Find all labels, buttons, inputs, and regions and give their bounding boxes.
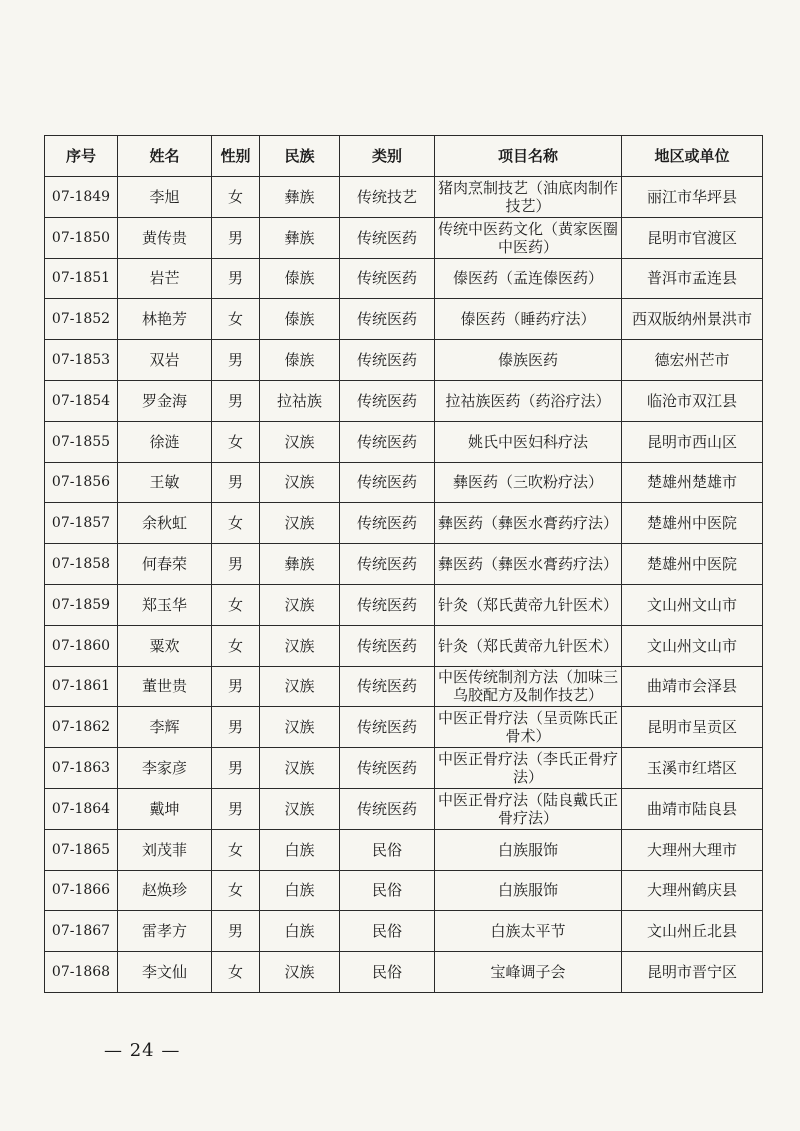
cell-region: 楚雄州中医院 xyxy=(622,503,763,544)
cell-gender: 女 xyxy=(212,829,260,870)
cell-region: 楚雄州中医院 xyxy=(622,544,763,585)
cell-serial: 07-1868 xyxy=(45,952,118,993)
table-row xyxy=(45,503,763,544)
cell-region: 文山州丘北县 xyxy=(622,911,763,952)
table-row xyxy=(45,462,763,503)
cell-category: 传统医药 xyxy=(340,340,435,381)
cell-project: 拉祜族医药（药浴疗法） xyxy=(435,380,622,421)
cell-name: 李文仙 xyxy=(118,952,212,993)
cell-region: 楚雄州楚雄市 xyxy=(622,462,763,503)
table-row xyxy=(45,829,763,870)
cell-category: 传统医药 xyxy=(340,380,435,421)
cell-name: 黄传贵 xyxy=(118,217,212,258)
cell-project: 针灸（郑氏黄帝九针医术） xyxy=(435,625,622,666)
cell-name: 林艳芳 xyxy=(118,299,212,340)
cell-project: 傣族医药 xyxy=(435,340,622,381)
cell-gender: 女 xyxy=(212,299,260,340)
header-ethnicity: 民族 xyxy=(260,136,340,177)
cell-serial: 07-1851 xyxy=(45,258,118,299)
cell-category: 传统医药 xyxy=(340,421,435,462)
cell-ethnicity: 傣族 xyxy=(260,299,340,340)
header-project: 项目名称 xyxy=(435,136,622,177)
cell-ethnicity: 汉族 xyxy=(260,707,340,748)
cell-project: 白族服饰 xyxy=(435,829,622,870)
cell-project: 彝医药（彝医水膏药疗法） xyxy=(435,503,622,544)
cell-project: 傣医药（睡药疗法） xyxy=(435,299,622,340)
cell-serial: 07-1850 xyxy=(45,217,118,258)
cell-name: 郑玉华 xyxy=(118,584,212,625)
cell-name: 岩芒 xyxy=(118,258,212,299)
cell-name: 李家彦 xyxy=(118,748,212,789)
cell-gender: 女 xyxy=(212,625,260,666)
cell-name: 李辉 xyxy=(118,707,212,748)
cell-serial: 07-1861 xyxy=(45,666,118,707)
cell-name: 李旭 xyxy=(118,177,212,218)
cell-region: 大理州大理市 xyxy=(622,829,763,870)
cell-category: 传统医药 xyxy=(340,748,435,789)
cell-project: 傣医药（孟连傣医药） xyxy=(435,258,622,299)
cell-category: 传统医药 xyxy=(340,544,435,585)
table-row xyxy=(45,258,763,299)
table-row xyxy=(45,584,763,625)
cell-ethnicity: 拉祜族 xyxy=(260,380,340,421)
cell-project: 白族太平节 xyxy=(435,911,622,952)
cell-gender: 男 xyxy=(212,911,260,952)
cell-serial: 07-1858 xyxy=(45,544,118,585)
cell-gender: 男 xyxy=(212,340,260,381)
table-row xyxy=(45,870,763,911)
cell-gender: 男 xyxy=(212,748,260,789)
cell-project: 针灸（郑氏黄帝九针医术） xyxy=(435,584,622,625)
cell-ethnicity: 傣族 xyxy=(260,340,340,381)
table-row xyxy=(45,544,763,585)
cell-category: 民俗 xyxy=(340,829,435,870)
cell-gender: 男 xyxy=(212,462,260,503)
cell-gender: 女 xyxy=(212,584,260,625)
cell-name: 刘茂菲 xyxy=(118,829,212,870)
table-row xyxy=(45,952,763,993)
cell-region: 玉溪市红塔区 xyxy=(622,748,763,789)
cell-ethnicity: 汉族 xyxy=(260,788,340,829)
table-row xyxy=(45,421,763,462)
table-row xyxy=(45,788,763,829)
cell-project: 彝医药（彝医水膏药疗法） xyxy=(435,544,622,585)
cell-serial: 07-1863 xyxy=(45,748,118,789)
cell-serial: 07-1857 xyxy=(45,503,118,544)
cell-serial: 07-1867 xyxy=(45,911,118,952)
cell-project: 白族服饰 xyxy=(435,870,622,911)
cell-project: 姚氏中医妇科疗法 xyxy=(435,421,622,462)
cell-project: 宝峰调子会 xyxy=(435,952,622,993)
cell-category: 传统医药 xyxy=(340,217,435,258)
header-gender: 性别 xyxy=(212,136,260,177)
table-row xyxy=(45,177,763,218)
cell-name: 赵焕珍 xyxy=(118,870,212,911)
cell-gender: 男 xyxy=(212,380,260,421)
header-category: 类别 xyxy=(340,136,435,177)
table-row xyxy=(45,666,763,707)
cell-project: 中医正骨疗法（陆良戴氏正骨疗法） xyxy=(435,788,622,829)
table-row xyxy=(45,340,763,381)
cell-region: 曲靖市会泽县 xyxy=(622,666,763,707)
page-number: — 24 — xyxy=(104,1040,181,1061)
cell-name: 徐涟 xyxy=(118,421,212,462)
cell-category: 传统技艺 xyxy=(340,177,435,218)
cell-ethnicity: 彝族 xyxy=(260,177,340,218)
cell-gender: 男 xyxy=(212,666,260,707)
cell-name: 王敏 xyxy=(118,462,212,503)
cell-category: 传统医药 xyxy=(340,625,435,666)
header-name: 姓名 xyxy=(118,136,212,177)
cell-serial: 07-1862 xyxy=(45,707,118,748)
cell-serial: 07-1853 xyxy=(45,340,118,381)
cell-region: 西双版纳州景洪市 xyxy=(622,299,763,340)
cell-ethnicity: 彝族 xyxy=(260,544,340,585)
cell-gender: 女 xyxy=(212,177,260,218)
cell-region: 普洱市孟连县 xyxy=(622,258,763,299)
cell-project: 传统中医药文化（黄家医圈中医药） xyxy=(435,217,622,258)
cell-name: 戴坤 xyxy=(118,788,212,829)
table-row xyxy=(45,380,763,421)
cell-region: 昆明市呈贡区 xyxy=(622,707,763,748)
cell-serial: 07-1855 xyxy=(45,421,118,462)
cell-name: 雷孝方 xyxy=(118,911,212,952)
cell-serial: 07-1866 xyxy=(45,870,118,911)
cell-region: 大理州鹤庆县 xyxy=(622,870,763,911)
cell-ethnicity: 汉族 xyxy=(260,503,340,544)
cell-serial: 07-1849 xyxy=(45,177,118,218)
cell-project: 猪肉烹制技艺（油底肉制作技艺） xyxy=(435,177,622,218)
cell-ethnicity: 彝族 xyxy=(260,217,340,258)
cell-serial: 07-1852 xyxy=(45,299,118,340)
cell-name: 粟欢 xyxy=(118,625,212,666)
cell-region: 临沧市双江县 xyxy=(622,380,763,421)
cell-category: 民俗 xyxy=(340,952,435,993)
cell-serial: 07-1865 xyxy=(45,829,118,870)
cell-category: 传统医药 xyxy=(340,462,435,503)
table-row xyxy=(45,748,763,789)
cell-region: 丽江市华坪县 xyxy=(622,177,763,218)
cell-category: 传统医药 xyxy=(340,503,435,544)
cell-serial: 07-1860 xyxy=(45,625,118,666)
header-region: 地区或单位 xyxy=(622,136,763,177)
cell-ethnicity: 汉族 xyxy=(260,625,340,666)
cell-name: 罗金海 xyxy=(118,380,212,421)
cell-ethnicity: 汉族 xyxy=(260,666,340,707)
cell-name: 董世贵 xyxy=(118,666,212,707)
cell-ethnicity: 汉族 xyxy=(260,462,340,503)
cell-category: 传统医药 xyxy=(340,584,435,625)
cell-gender: 男 xyxy=(212,258,260,299)
cell-serial: 07-1856 xyxy=(45,462,118,503)
cell-project: 中医正骨疗法（呈贡陈氏正骨术） xyxy=(435,707,622,748)
cell-ethnicity: 汉族 xyxy=(260,421,340,462)
cell-region: 昆明市官渡区 xyxy=(622,217,763,258)
cell-name: 余秋虹 xyxy=(118,503,212,544)
cell-category: 传统医药 xyxy=(340,788,435,829)
cell-region: 昆明市西山区 xyxy=(622,421,763,462)
cell-region: 文山州文山市 xyxy=(622,584,763,625)
cell-gender: 女 xyxy=(212,952,260,993)
cell-serial: 07-1854 xyxy=(45,380,118,421)
cell-ethnicity: 傣族 xyxy=(260,258,340,299)
cell-region: 昆明市晋宁区 xyxy=(622,952,763,993)
cell-gender: 女 xyxy=(212,503,260,544)
cell-region: 文山州文山市 xyxy=(622,625,763,666)
cell-category: 民俗 xyxy=(340,870,435,911)
cell-category: 传统医药 xyxy=(340,707,435,748)
cell-ethnicity: 白族 xyxy=(260,911,340,952)
table-body xyxy=(45,177,763,993)
cell-name: 何春荣 xyxy=(118,544,212,585)
cell-category: 传统医药 xyxy=(340,299,435,340)
cell-gender: 男 xyxy=(212,217,260,258)
cell-serial: 07-1864 xyxy=(45,788,118,829)
cell-project: 中医传统制剂方法（加味三乌胶配方及制作技艺） xyxy=(435,666,622,707)
table-row xyxy=(45,299,763,340)
table-header-row xyxy=(45,136,763,177)
cell-category: 传统医药 xyxy=(340,258,435,299)
cell-ethnicity: 汉族 xyxy=(260,748,340,789)
header-serial: 序号 xyxy=(45,136,118,177)
table-row xyxy=(45,217,763,258)
cell-gender: 男 xyxy=(212,707,260,748)
cell-gender: 女 xyxy=(212,421,260,462)
inheritor-table xyxy=(44,135,763,993)
cell-gender: 男 xyxy=(212,788,260,829)
cell-project: 中医正骨疗法（李氏正骨疗法） xyxy=(435,748,622,789)
cell-category: 民俗 xyxy=(340,911,435,952)
cell-name: 双岩 xyxy=(118,340,212,381)
cell-region: 曲靖市陆良县 xyxy=(622,788,763,829)
cell-gender: 女 xyxy=(212,870,260,911)
cell-region: 德宏州芒市 xyxy=(622,340,763,381)
table-row xyxy=(45,625,763,666)
cell-ethnicity: 汉族 xyxy=(260,584,340,625)
cell-ethnicity: 白族 xyxy=(260,829,340,870)
table-row xyxy=(45,707,763,748)
cell-serial: 07-1859 xyxy=(45,584,118,625)
cell-ethnicity: 汉族 xyxy=(260,952,340,993)
cell-project: 彝医药（三吹粉疗法） xyxy=(435,462,622,503)
cell-gender: 男 xyxy=(212,544,260,585)
cell-ethnicity: 白族 xyxy=(260,870,340,911)
table-row xyxy=(45,911,763,952)
cell-category: 传统医药 xyxy=(340,666,435,707)
